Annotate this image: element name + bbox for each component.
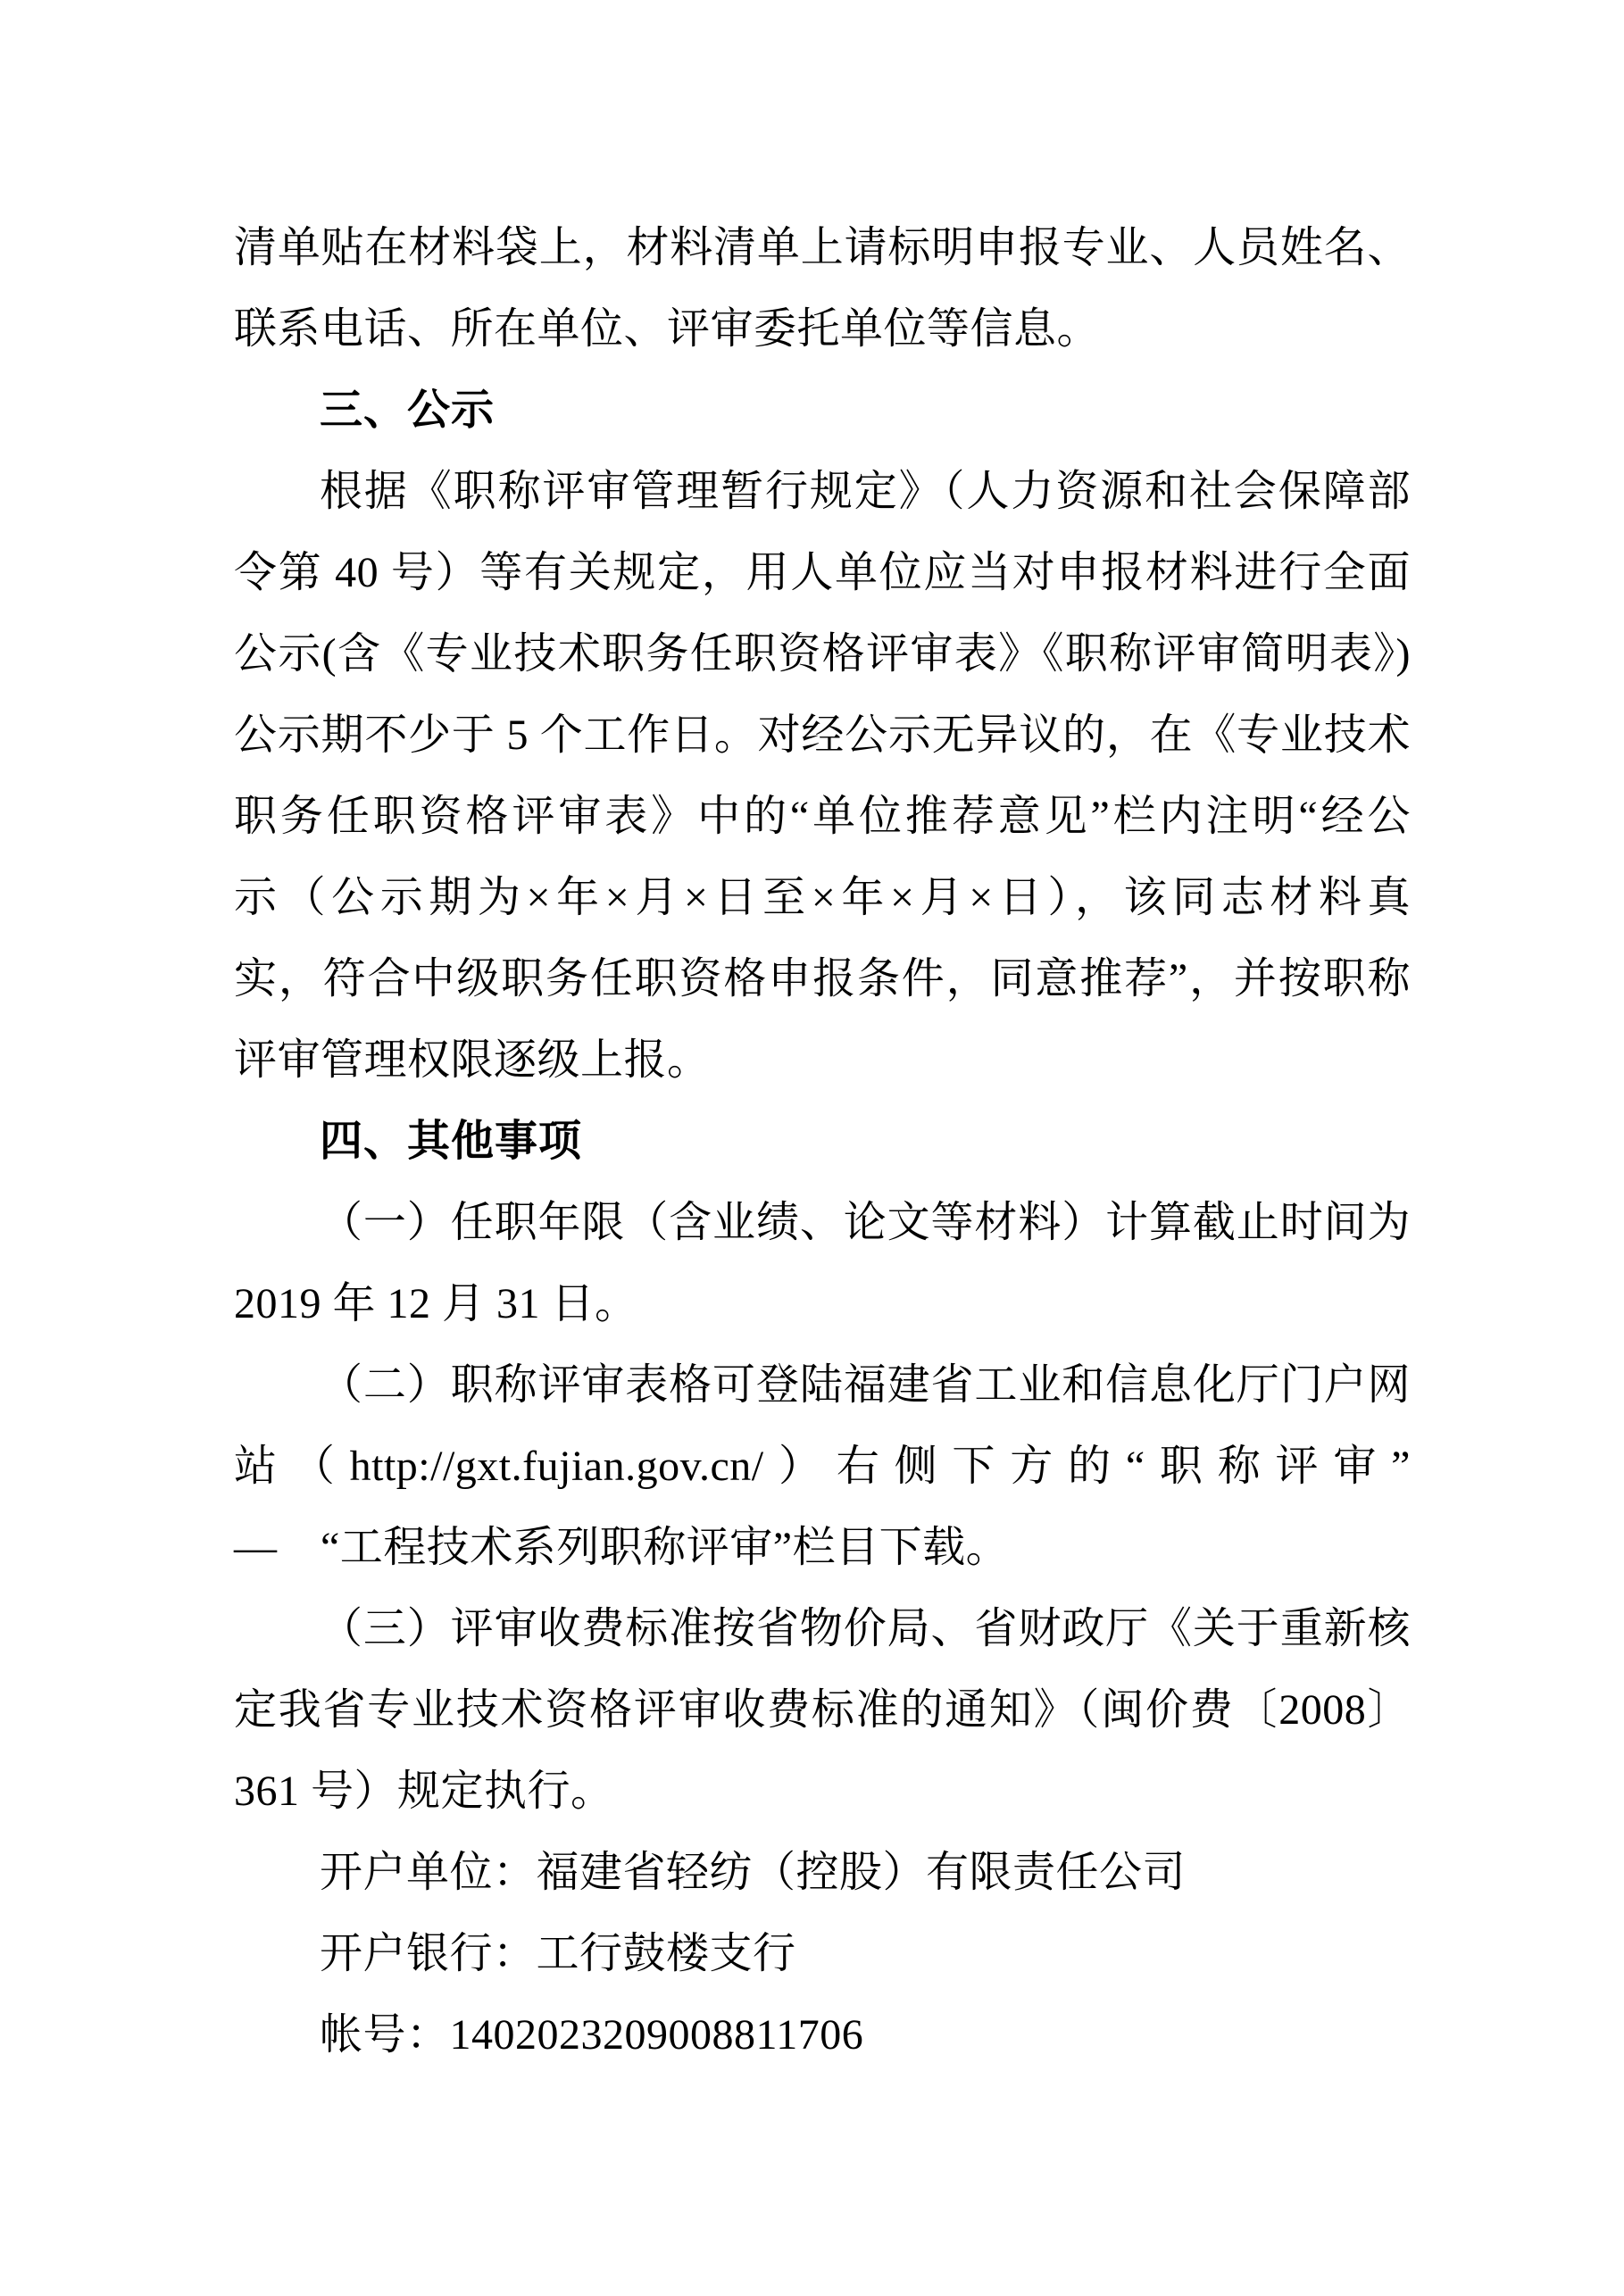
- doc-line: 361 号）规定执行。: [234, 1768, 614, 1815]
- doc-line-website-url: 站（http://gxt.fujian.gov.cn/）右侧下方的“职称评审”: [234, 1443, 1411, 1490]
- bank-name-line: 开户银行：工行鼓楼支行: [320, 1930, 796, 1977]
- doc-line: 评审管理权限逐级上报。: [234, 1036, 711, 1084]
- doc-line: （二）职称评审表格可登陆福建省工业和信息化厅门户网: [320, 1361, 1411, 1409]
- doc-line: 示（公示期为×年×月×日至×年×月×日），该同志材料真: [234, 874, 1411, 921]
- doc-line: 联系电话、所在单位、评审委托单位等信息。: [234, 305, 1101, 353]
- section-heading-other-items: 四、其他事项: [320, 1118, 583, 1165]
- doc-line: 根据《职称评审管理暂行规定》（人力资源和社会保障部: [320, 468, 1411, 515]
- doc-line: 清单贴在材料袋上，材料清单上请标明申报专业、人员姓名、: [234, 224, 1411, 271]
- doc-line: 公示期不少于 5 个工作日。对经公示无异议的，在《专业技术: [234, 711, 1411, 759]
- doc-line: （一）任职年限（含业绩、论文等材料）计算截止时间为: [320, 1199, 1411, 1246]
- doc-line: 职务任职资格评审表》中的“单位推荐意见”栏内注明“经公: [234, 793, 1411, 840]
- account-number-line: 帐号：1402023209008811706: [320, 2011, 864, 2059]
- section-heading-publicity: 三、公示: [320, 387, 496, 434]
- doc-line: 2019 年 12 月 31 日。: [234, 1280, 638, 1327]
- doc-line: 实，符合中级职务任职资格申报条件，同意推荐”，并按职称: [234, 955, 1411, 1002]
- doc-line: （三）评审收费标准按省物价局、省财政厅《关于重新核: [320, 1605, 1411, 1652]
- doc-line: 令第 40 号）等有关规定，用人单位应当对申报材料进行全面: [234, 549, 1411, 596]
- doc-line: — “工程技术系列职称评审”栏目下载。: [234, 1524, 1010, 1571]
- doc-line: 公示(含《专业技术职务任职资格评审表》《职称评审简明表》): [234, 630, 1411, 678]
- account-holder-line: 开户单位：福建省轻纺（控股）有限责任公司: [320, 1849, 1187, 1896]
- doc-line: 定我省专业技术资格评审收费标准的通知》（闽价费〔2008〕: [234, 1686, 1411, 1734]
